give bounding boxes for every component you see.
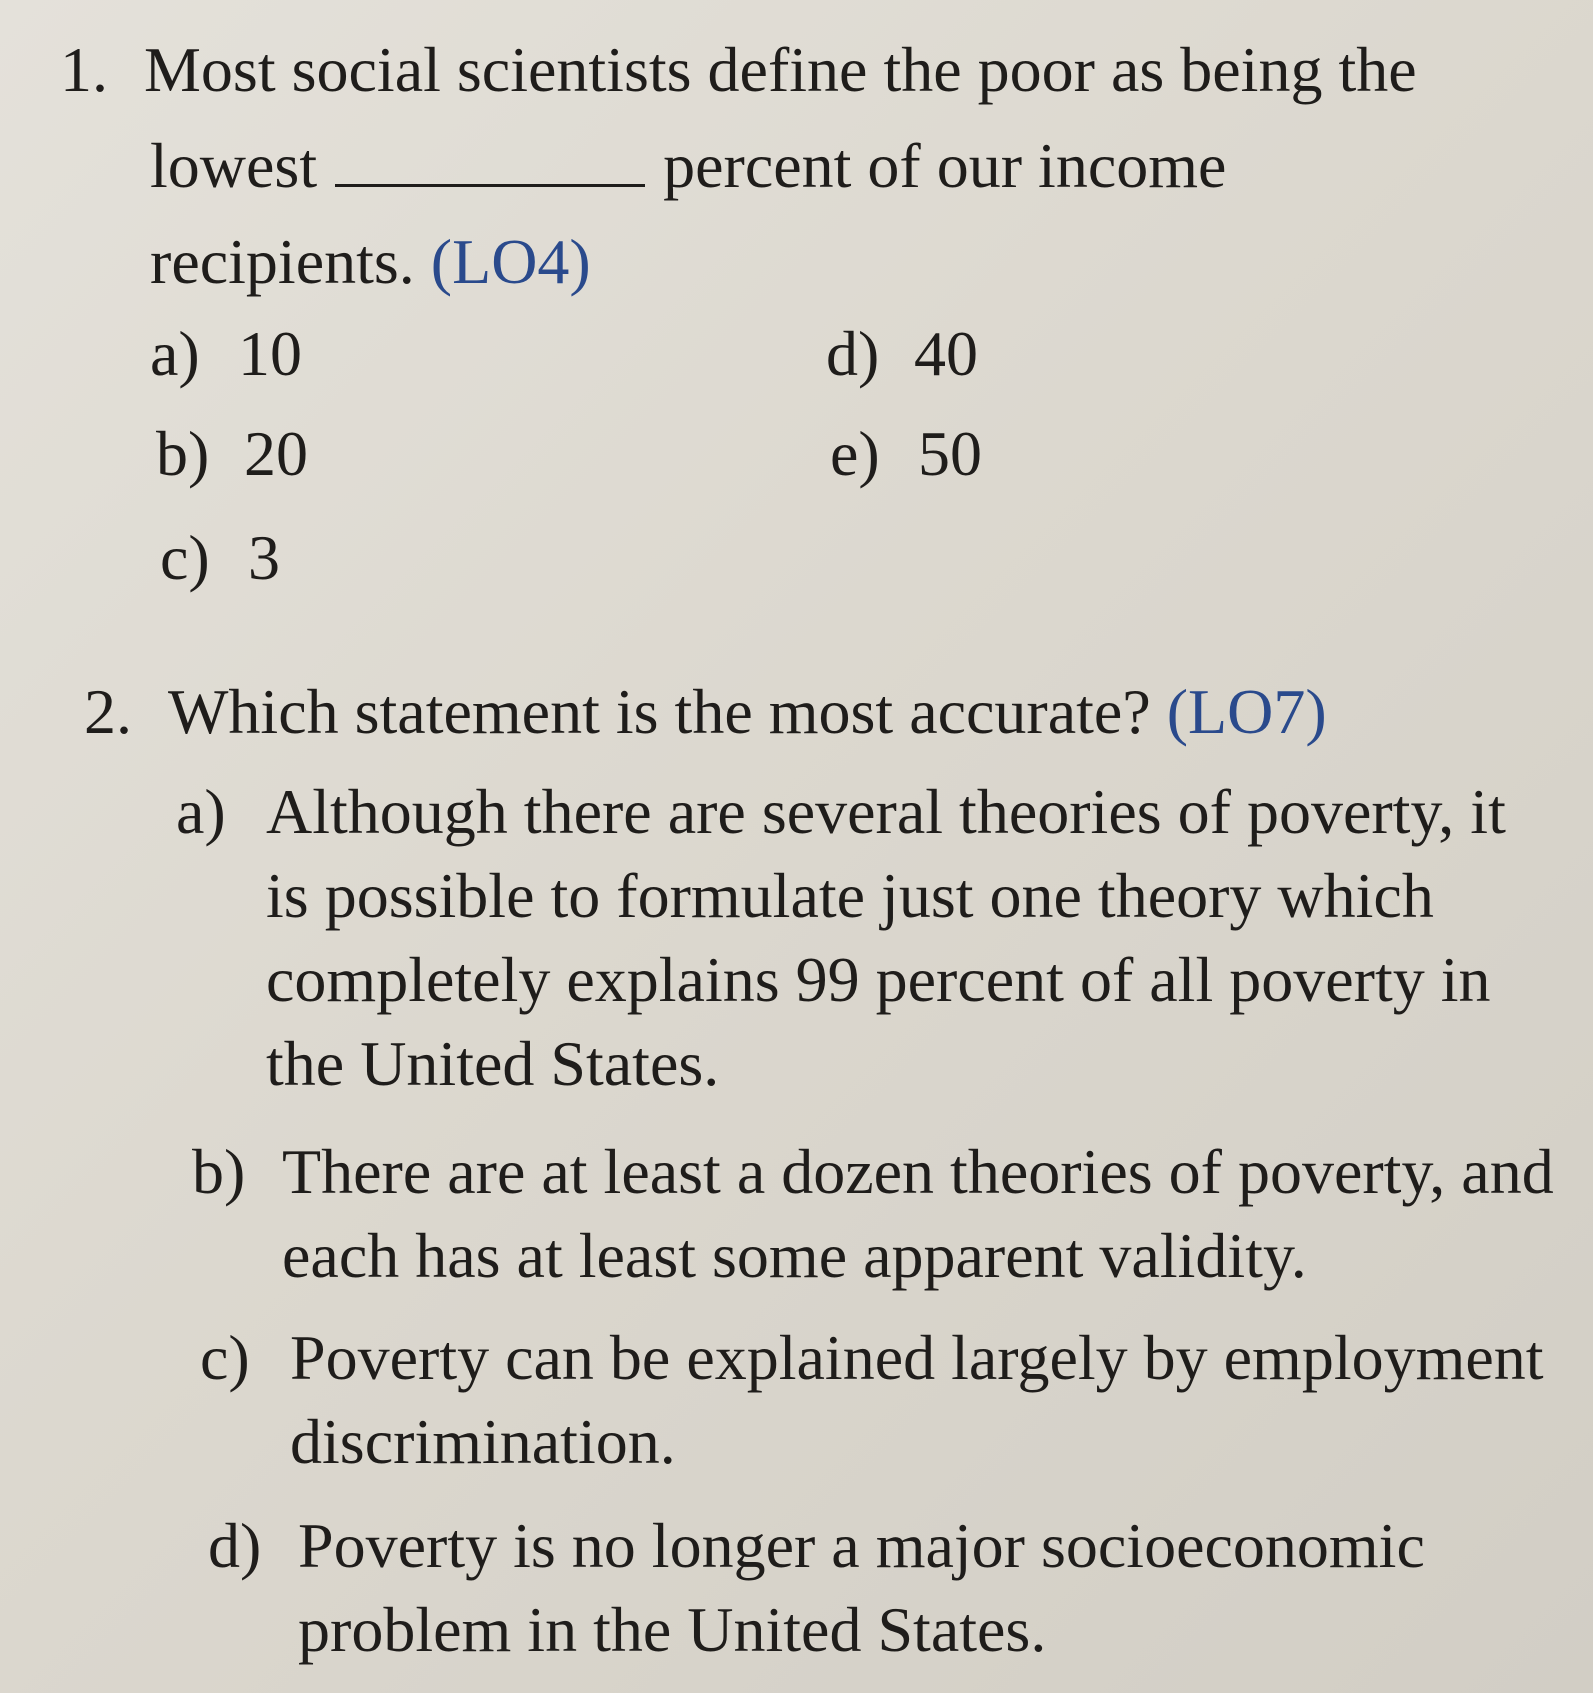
option-letter: a) [176, 776, 226, 847]
question-1-line-3 [60, 214, 1540, 310]
question-1-line-2 [60, 118, 1540, 214]
question-1-text-before-blank: lowest [150, 130, 318, 201]
option-text: Poverty can be explained largely by employment discrimination. [290, 1322, 1544, 1477]
option-text: Although there are several theories of poverty, it is possible to formulate just one theory which completely explains 99 percent of all poverty in the United States. [266, 776, 1506, 1099]
option-text: 3 [248, 522, 280, 593]
question-1-option-d [826, 316, 978, 392]
question-1-number: 1. [60, 34, 108, 105]
question-1-text-part-1: Most social scientists define the poor as being the [144, 34, 1417, 105]
question-1-learning-objective: (LO4) [430, 226, 591, 297]
option-text: Poverty is no longer a major socioeconomic problem in the United States. [298, 1510, 1425, 1665]
option-letter: d) [208, 1510, 262, 1581]
option-text: 10 [238, 318, 302, 389]
question-1-text-after-blank: percent of our income [663, 130, 1227, 201]
option-letter: d) [826, 318, 880, 389]
question-2-number: 2. [84, 676, 132, 747]
question-2-learning-objective: (LO7) [1166, 676, 1327, 747]
question-1-option-b [156, 416, 308, 492]
question-2-stem [84, 672, 1327, 752]
question-2-option-d [208, 1504, 1588, 1672]
option-letter: c) [160, 522, 210, 593]
answer-blank [335, 144, 645, 187]
option-letter: b) [156, 418, 210, 489]
option-text: 40 [914, 318, 978, 389]
option-text: 50 [918, 418, 982, 489]
option-text: There are at least a dozen theories of poverty, and each has at least some apparent validity. [282, 1136, 1554, 1291]
question-1-line-1 [60, 22, 1540, 118]
question-2-text: Which statement is the most accurate? [168, 676, 1151, 747]
question-2-option-c [200, 1316, 1580, 1484]
question-1-option-a [150, 316, 302, 392]
option-letter: a) [150, 318, 200, 389]
question-1-text-part-3: recipients. [150, 226, 415, 297]
question-1-option-e [830, 416, 982, 492]
option-letter: c) [200, 1322, 250, 1393]
question-2-option-b [192, 1130, 1572, 1298]
question-1-option-c [160, 520, 280, 596]
option-letter: b) [192, 1136, 246, 1207]
option-letter: e) [830, 418, 880, 489]
question-1-stem [60, 22, 1540, 310]
question-2-option-a [176, 770, 1556, 1106]
option-text: 20 [244, 418, 308, 489]
